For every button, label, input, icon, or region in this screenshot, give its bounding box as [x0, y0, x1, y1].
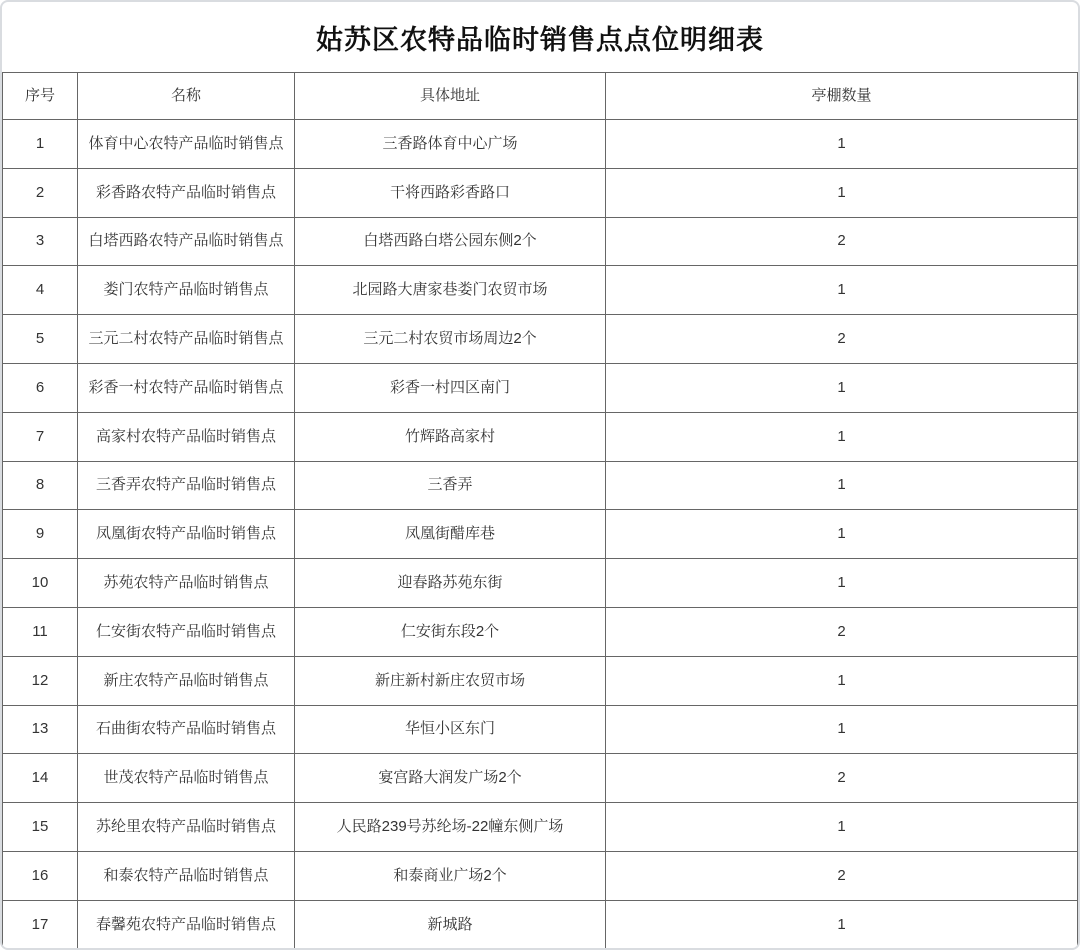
- cell-name: 世茂农特产品临时销售点: [78, 754, 295, 803]
- table-row: [3, 315, 1078, 364]
- cell-address: 北园路大唐家巷娄门农贸市场: [295, 266, 606, 315]
- column-header-address: 具体地址: [295, 73, 606, 120]
- cell-address: 宴宫路大润发广场2个: [295, 754, 606, 803]
- table-row: [3, 607, 1078, 656]
- table-row: [3, 851, 1078, 900]
- cell-quantity: 1: [606, 461, 1078, 510]
- cell-name: 白塔西路农特产品临时销售点: [78, 217, 295, 266]
- cell-quantity: 1: [606, 266, 1078, 315]
- cell-name: 娄门农特产品临时销售点: [78, 266, 295, 315]
- page-title: 姑苏区农特品临时销售点点位明细表: [316, 24, 764, 55]
- cell-quantity: 1: [606, 803, 1078, 852]
- cell-address: 仁安街东段2个: [295, 607, 606, 656]
- cell-quantity: 1: [606, 412, 1078, 461]
- table-header: [3, 73, 1078, 120]
- cell-serial: 14: [3, 754, 78, 803]
- cell-name: 仁安街农特产品临时销售点: [78, 607, 295, 656]
- cell-name: 春馨苑农特产品临时销售点: [78, 900, 295, 949]
- column-header-serial: 序号: [3, 73, 78, 120]
- table-row: [3, 461, 1078, 510]
- cell-quantity: 1: [606, 363, 1078, 412]
- cell-address: 和泰商业广场2个: [295, 851, 606, 900]
- table-row: [3, 754, 1078, 803]
- cell-serial: 4: [3, 266, 78, 315]
- cell-address: 华恒小区东门: [295, 705, 606, 754]
- cell-address: 迎春路苏苑东街: [295, 559, 606, 608]
- cell-address: 人民路239号苏纶场-22幢东侧广场: [295, 803, 606, 852]
- cell-name: 苏苑农特产品临时销售点: [78, 559, 295, 608]
- cell-serial: 1: [3, 120, 78, 169]
- cell-name: 彩香一村农特产品临时销售点: [78, 363, 295, 412]
- table-row: [3, 705, 1078, 754]
- cell-name: 凤凰街农特产品临时销售点: [78, 510, 295, 559]
- cell-address: 三香弄: [295, 461, 606, 510]
- cell-serial: 2: [3, 168, 78, 217]
- column-header-name: 名称: [78, 73, 295, 120]
- cell-serial: 5: [3, 315, 78, 364]
- cell-name: 三元二村农特产品临时销售点: [78, 315, 295, 364]
- cell-name: 体育中心农特产品临时销售点: [78, 120, 295, 169]
- cell-serial: 9: [3, 510, 78, 559]
- cell-quantity: 1: [606, 168, 1078, 217]
- cell-serial: 7: [3, 412, 78, 461]
- cell-quantity: 1: [606, 900, 1078, 949]
- cell-quantity: 2: [606, 754, 1078, 803]
- sales-points-table: [2, 72, 1078, 950]
- cell-address: 三元二村农贸市场周边2个: [295, 315, 606, 364]
- cell-serial: 17: [3, 900, 78, 949]
- cell-quantity: 2: [606, 851, 1078, 900]
- cell-quantity: 2: [606, 217, 1078, 266]
- cell-address: 彩香一村四区南门: [295, 363, 606, 412]
- cell-quantity: 1: [606, 656, 1078, 705]
- cell-quantity: 1: [606, 120, 1078, 169]
- table-row: [3, 120, 1078, 169]
- table-row: [3, 363, 1078, 412]
- cell-name: 和泰农特产品临时销售点: [78, 851, 295, 900]
- table-body: [3, 120, 1078, 950]
- table-row: [3, 656, 1078, 705]
- table-row: [3, 168, 1078, 217]
- table-row: [3, 559, 1078, 608]
- cell-serial: 15: [3, 803, 78, 852]
- cell-address: 干将西路彩香路口: [295, 168, 606, 217]
- cell-serial: 16: [3, 851, 78, 900]
- cell-address: 白塔西路白塔公园东侧2个: [295, 217, 606, 266]
- cell-address: 新城路: [295, 900, 606, 949]
- table-row: [3, 803, 1078, 852]
- table-row: [3, 217, 1078, 266]
- cell-quantity: 2: [606, 607, 1078, 656]
- title-band: [2, 2, 1078, 72]
- cell-name: 三香弄农特产品临时销售点: [78, 461, 295, 510]
- cell-name: 新庄农特产品临时销售点: [78, 656, 295, 705]
- cell-name: 苏纶里农特产品临时销售点: [78, 803, 295, 852]
- cell-serial: 12: [3, 656, 78, 705]
- header-row: [3, 73, 1078, 120]
- cell-serial: 8: [3, 461, 78, 510]
- cell-serial: 6: [3, 363, 78, 412]
- cell-quantity: 1: [606, 559, 1078, 608]
- cell-name: 高家村农特产品临时销售点: [78, 412, 295, 461]
- cell-name: 彩香路农特产品临时销售点: [78, 168, 295, 217]
- column-header-quantity: 亭棚数量: [606, 73, 1078, 120]
- cell-address: 三香路体育中心广场: [295, 120, 606, 169]
- table-row: [3, 510, 1078, 559]
- cell-quantity: 1: [606, 510, 1078, 559]
- cell-address: 竹辉路高家村: [295, 412, 606, 461]
- cell-address: 凤凰街醋库巷: [295, 510, 606, 559]
- cell-quantity: 1: [606, 705, 1078, 754]
- cell-quantity: 2: [606, 315, 1078, 364]
- cell-serial: 3: [3, 217, 78, 266]
- cell-serial: 10: [3, 559, 78, 608]
- table-row: [3, 412, 1078, 461]
- table-row: [3, 900, 1078, 949]
- table-row: [3, 266, 1078, 315]
- cell-address: 新庄新村新庄农贸市场: [295, 656, 606, 705]
- cell-serial: 11: [3, 607, 78, 656]
- cell-name: 石曲街农特产品临时销售点: [78, 705, 295, 754]
- cell-serial: 13: [3, 705, 78, 754]
